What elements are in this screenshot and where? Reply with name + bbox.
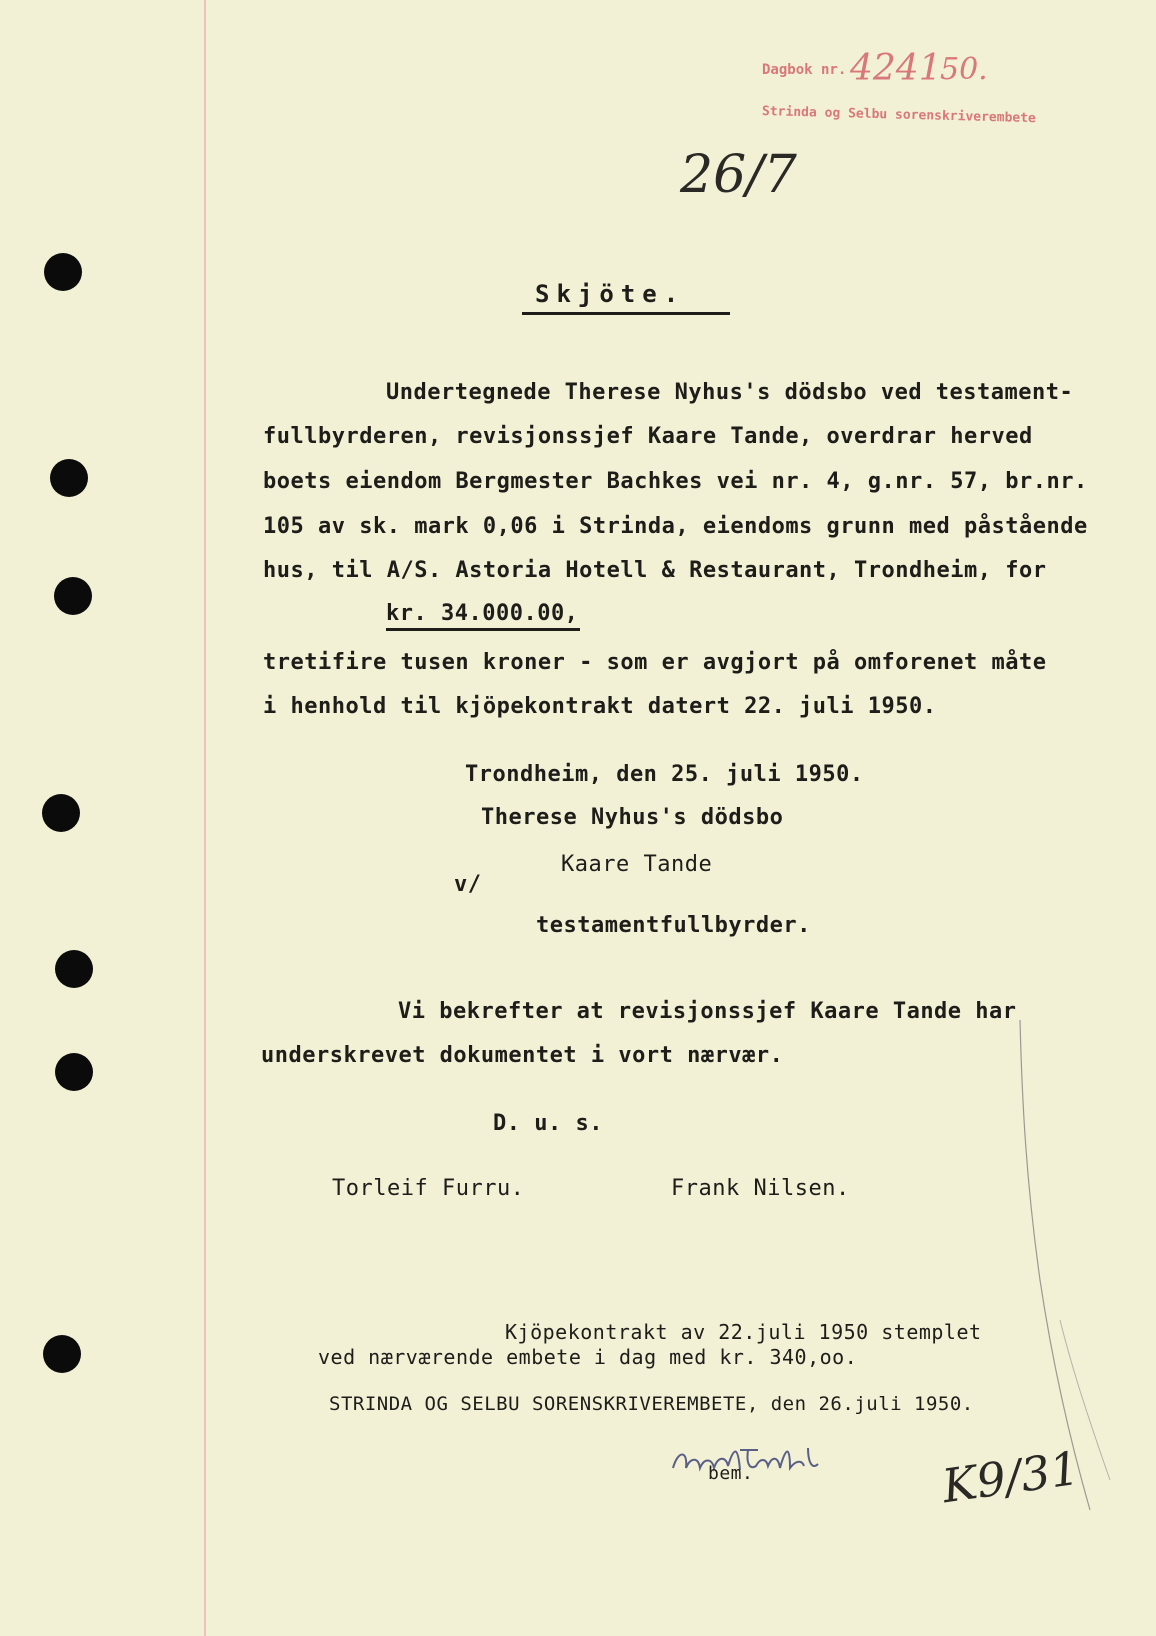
estate-name: Therese Nyhus's dödsbo	[481, 805, 784, 830]
body-line: Undertegnede Therese Nyhus's dödsbo ved testament-	[386, 380, 1074, 405]
stamp-year: 50.	[940, 52, 988, 87]
pencil-lines	[1000, 1020, 1120, 1520]
registrar-signature	[668, 1440, 848, 1480]
punch-hole	[42, 794, 80, 832]
punch-hole	[44, 253, 82, 291]
signer-name: Kaare Tande	[561, 852, 713, 877]
stamp-prefix: Dagbok nr.	[762, 62, 847, 78]
registry-line: STRINDA OG SELBU SORENSKRIVEREMBETE, den 26.juli 1950.	[329, 1393, 974, 1415]
body-line: hus, til A/S. Astoria Hotell & Restaurant, Trondheim, for	[263, 558, 1047, 583]
body-line: 105 av sk. mark 0,06 i Strinda, eiendoms grunn med påstående	[263, 514, 1088, 539]
via-mark: v/	[454, 872, 482, 897]
stamp-number: 4241	[850, 48, 942, 89]
witness-line: Vi bekrefter at revisjonssjef Kaare Tande har	[398, 999, 1017, 1024]
punch-hole	[55, 1053, 93, 1091]
place-date: Trondheim, den 25. juli 1950.	[465, 762, 864, 787]
punch-hole	[43, 1335, 81, 1373]
witness-line: underskrevet dokumentet i vort nærvær.	[261, 1043, 784, 1068]
body-line: tretifire tusen kroner - som er avgjort på omforenet måte	[263, 650, 1047, 675]
title-underline	[522, 312, 730, 315]
signer-role: testamentfullbyrder.	[536, 913, 811, 938]
punch-hole	[54, 577, 92, 615]
punch-hole	[50, 459, 88, 497]
document-title: Skjöte.	[535, 280, 686, 308]
amount: kr. 34.000.00,	[386, 601, 579, 626]
margin-line	[204, 0, 206, 1636]
folio-mark: 26/7	[680, 145, 797, 205]
stamp-office: Strinda og Selbu sorenskriverembete	[761, 104, 1037, 127]
punch-hole	[55, 950, 93, 988]
witness-name: Frank Nilsen.	[671, 1176, 850, 1201]
registrar-note: bem.	[708, 1463, 754, 1484]
witness-name: Torleif Furru.	[332, 1176, 525, 1201]
registry-line: Kjöpekontrakt av 22.juli 1950 stemplet	[505, 1320, 982, 1344]
body-line: boets eiendom Bergmester Bachkes vei nr. 4, g.nr. 57, br.nr.	[263, 469, 1088, 494]
body-line: i henhold til kjöpekontrakt datert 22. juli 1950.	[263, 694, 937, 719]
amount-underline	[386, 628, 580, 631]
page-mark: K9/31	[938, 1440, 1083, 1514]
body-line: fullbyrderen, revisjonssjef Kaare Tande, overdrar herved	[263, 424, 1033, 449]
registry-line: ved nærværende embete i dag med kr. 340,oo.	[318, 1345, 858, 1369]
closing: D. u. s.	[493, 1111, 603, 1136]
